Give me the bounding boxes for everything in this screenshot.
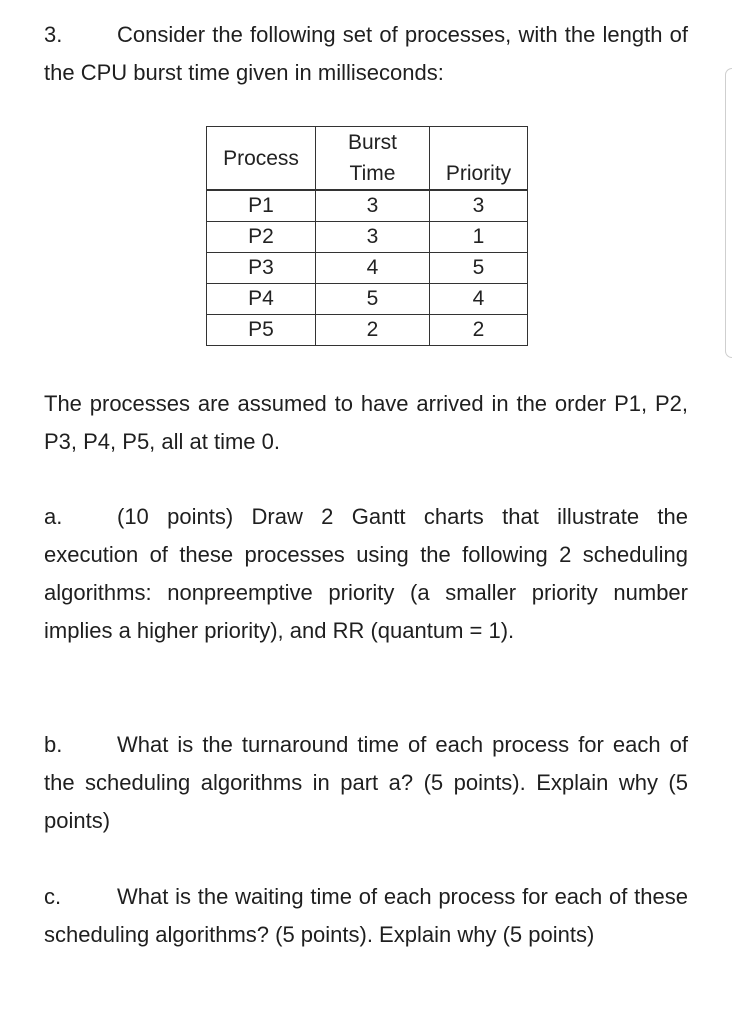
cell-process: P3 <box>207 253 316 284</box>
part-c-label: c. <box>44 884 62 909</box>
cell-burst: 2 <box>316 315 430 346</box>
cell-priority: 3 <box>430 190 528 222</box>
cell-burst: 3 <box>316 190 430 222</box>
part-b-label: b. <box>44 732 63 757</box>
question-intro-text: Consider the following set of processes, with the length of the CPU burst time given in milliseconds: <box>44 22 688 85</box>
cell-process: P4 <box>207 284 316 315</box>
cell-burst: 3 <box>316 222 430 253</box>
part-b-text: What is the turnaround time of each process for each of the scheduling algorithms in part a? (5 points). Explain why (5 points) <box>44 732 688 833</box>
table-row <box>207 190 528 222</box>
process-table <box>206 126 528 346</box>
cell-burst: 4 <box>316 253 430 284</box>
question-intro <box>44 16 688 92</box>
table-row <box>207 315 528 346</box>
header-process: Process <box>207 127 316 191</box>
cell-process: P1 <box>207 190 316 222</box>
part-c-text: What is the waiting time of each process for each of these scheduling algorithms? (5 points). Explain why (5 points) <box>44 884 688 947</box>
cell-priority: 2 <box>430 315 528 346</box>
cell-burst: 5 <box>316 284 430 315</box>
header-priority: Priority <box>430 127 528 191</box>
table-row <box>207 253 528 284</box>
cell-priority: 4 <box>430 284 528 315</box>
cell-process: P2 <box>207 222 316 253</box>
part-a <box>44 498 688 650</box>
header-burst-time: Burst Time <box>316 127 430 191</box>
part-a-label: a. <box>44 504 63 529</box>
table-row <box>207 284 528 315</box>
scroll-handle[interactable] <box>725 68 732 358</box>
arrival-note: The processes are assumed to have arrived in the order P1, P2, P3, P4, P5, all at time 0. <box>44 391 688 454</box>
cell-priority: 5 <box>430 253 528 284</box>
part-b <box>44 726 688 840</box>
question-number: 3. <box>44 22 63 47</box>
cell-process: P5 <box>207 315 316 346</box>
part-a-text: (10 points) Draw 2 Gantt charts that illustrate the execution of these processes using the following 2 scheduling algorithms: nonpreemptive priority (a smaller priority number implies a higher priority), and RR (quantum = 1). <box>44 504 688 643</box>
part-c <box>44 878 688 954</box>
cell-priority: 1 <box>430 222 528 253</box>
table-header-row <box>207 127 528 191</box>
table-row <box>207 222 528 253</box>
